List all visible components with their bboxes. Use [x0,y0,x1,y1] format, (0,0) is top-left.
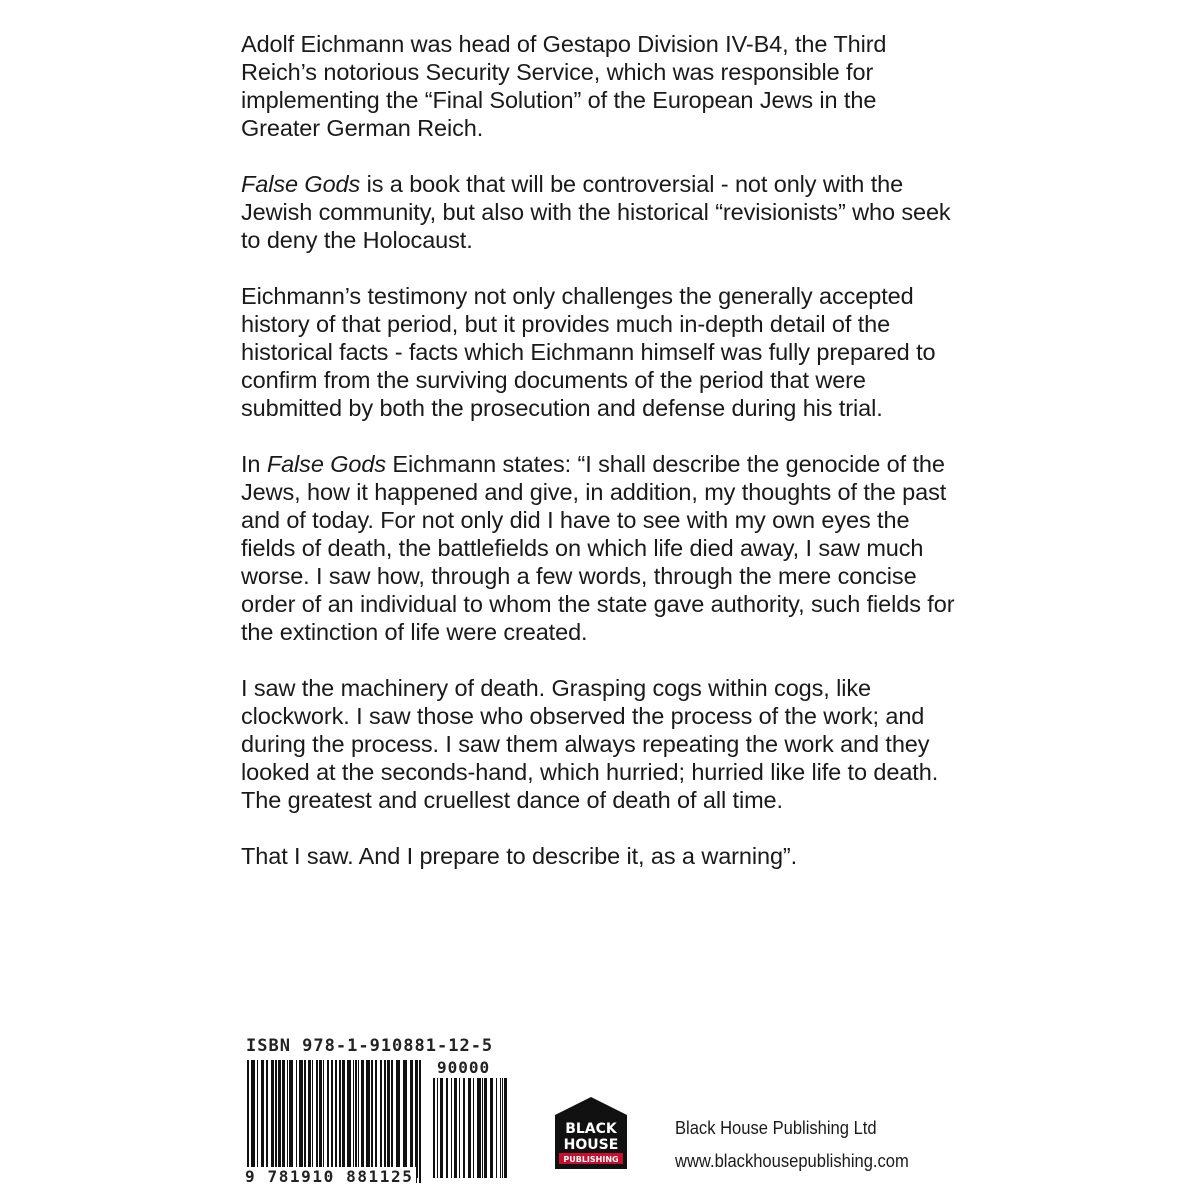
barcode-bar [482,1078,483,1178]
logo-line-2: HOUSE [563,1137,619,1153]
barcode-bar [366,1060,370,1178]
barcode-bar [271,1060,274,1178]
barcode-bar [410,1060,413,1178]
barcode-bar [275,1060,277,1178]
barcode-bar [342,1060,345,1178]
barcode-bar [391,1060,393,1178]
barcode-bar [375,1060,377,1178]
barcode-bar [446,1078,448,1178]
barcode-bar [473,1078,474,1178]
barcode-bar [323,1060,324,1178]
barcode-bar [371,1060,373,1178]
barcode-bar [500,1078,501,1178]
barcode-bar [437,1078,438,1178]
barcode-bar [299,1060,303,1178]
barcode-guard-bar [415,1060,417,1183]
blurb-paragraph-5: I saw the machinery of death. Grasping cogs within cogs, like clockwork. I saw those who observed the process of the work; and during the process. I saw them always repeating the work and they looked at the seconds-hand, which hurried; hurried like life to death. The greatest and cruellest dance of death of all time. [241,675,939,813]
barcode-bar [463,1078,465,1178]
barcode-bar [433,1078,435,1178]
barcode-bar [257,1060,258,1178]
blurb-text [241,30,961,898]
barcode-bar [387,1060,390,1178]
barcode-bar [490,1078,493,1178]
price-code: 90000 [437,1058,491,1077]
barcode-bar [396,1060,400,1178]
barcode-bar [358,1060,359,1178]
book-title-italic: False Gods [266,451,386,477]
barcode-bar [319,1060,322,1178]
barcode-bar [312,1060,313,1178]
barcode-bar [496,1078,497,1178]
barcode-bar [316,1060,318,1178]
barcode-bar [477,1078,481,1178]
barcode-bar [287,1060,288,1178]
barcode-bar [353,1060,354,1178]
barcode-bar [454,1078,457,1178]
barcode-guard-bar [335,1060,337,1183]
barcode-bar [468,1078,471,1178]
barcode-bar [440,1078,443,1178]
barcode-guard-bar [419,1060,421,1183]
barcode-bar [451,1078,452,1178]
barcode-bar [355,1060,357,1178]
barcode-bar [289,1060,293,1178]
logo-line-1: BLACK [565,1121,617,1137]
barcode-guard-bar [331,1060,333,1183]
barcode-guard-bar [251,1060,253,1183]
publisher-logo [553,1095,629,1169]
barcode-bar [282,1060,285,1178]
isbn-label: ISBN 978-1-910881-12-5 [246,1036,494,1056]
barcode-bar [504,1078,507,1178]
barcode-bar [253,1060,255,1178]
barcode-bar [304,1060,306,1178]
blurb-paragraph-6: That I saw. And I prepare to describe it, as a warning”. [241,843,798,869]
barcode-bar [296,1060,297,1178]
blurb-paragraph-4: In False Gods Eichmann states: “I shall describe the genocide of the Jews, how it happened and give, in addition, my thoughts of the past and of today. For not only did I have to see with my own eyes the fields of death, the battlefields on which life died away, I saw much worse. I saw how, through a few words, through the mere concise order of an individual to whom the state gave authority, such fields for the extinction of life were created. [241,451,955,645]
barcode-bar [339,1060,341,1178]
barcode-bar [502,1078,503,1178]
barcode-bar [384,1060,386,1178]
barcode-guard-bar [247,1060,249,1183]
barcode-bar [484,1078,487,1178]
barcode-bar [380,1060,382,1178]
barcode-bar [308,1060,311,1178]
barcode [243,1058,513,1183]
barcode-bar [403,1060,407,1178]
barcode-bar [327,1060,329,1178]
barcode-digits: 9 781910 881125 [245,1167,414,1186]
barcode-bar [459,1078,460,1178]
barcode-bar [347,1060,351,1178]
blurb-paragraph-3: Eichmann’s testimony not only challenges the generally accepted history of that period, but it provides much in-depth detail of the historical facts - facts which Eichmann himself was fully prepared to confirm from the surviving documents of the period that were submitted by both the prosecution and defense during his trial. [241,283,936,421]
publisher-website[interactable]: www.blackhousepublishing.com [675,1151,909,1171]
barcode-bar [361,1060,364,1178]
blurb-paragraph-1: Adolf Eichmann was head of Gestapo Division IV-B4, the Third Reich’s notorious Security Service, which was responsible for implementing the “Final Solution” of the European Jews in the Greater German Reich. [241,31,887,141]
book-title-italic: False Gods [241,171,361,197]
logo-line-3: PUBLISHING [563,1155,619,1164]
barcode-bar [266,1060,268,1178]
barcode-bar [278,1060,281,1178]
barcode-bar [261,1060,264,1178]
publisher-name: Black House Publishing Ltd [675,1118,877,1138]
blurb-paragraph-2: False Gods is a book that will be controversial - not only with the Jewish community, but also with the historical “revisionists” who seek to deny the Holocaust. [241,171,951,253]
